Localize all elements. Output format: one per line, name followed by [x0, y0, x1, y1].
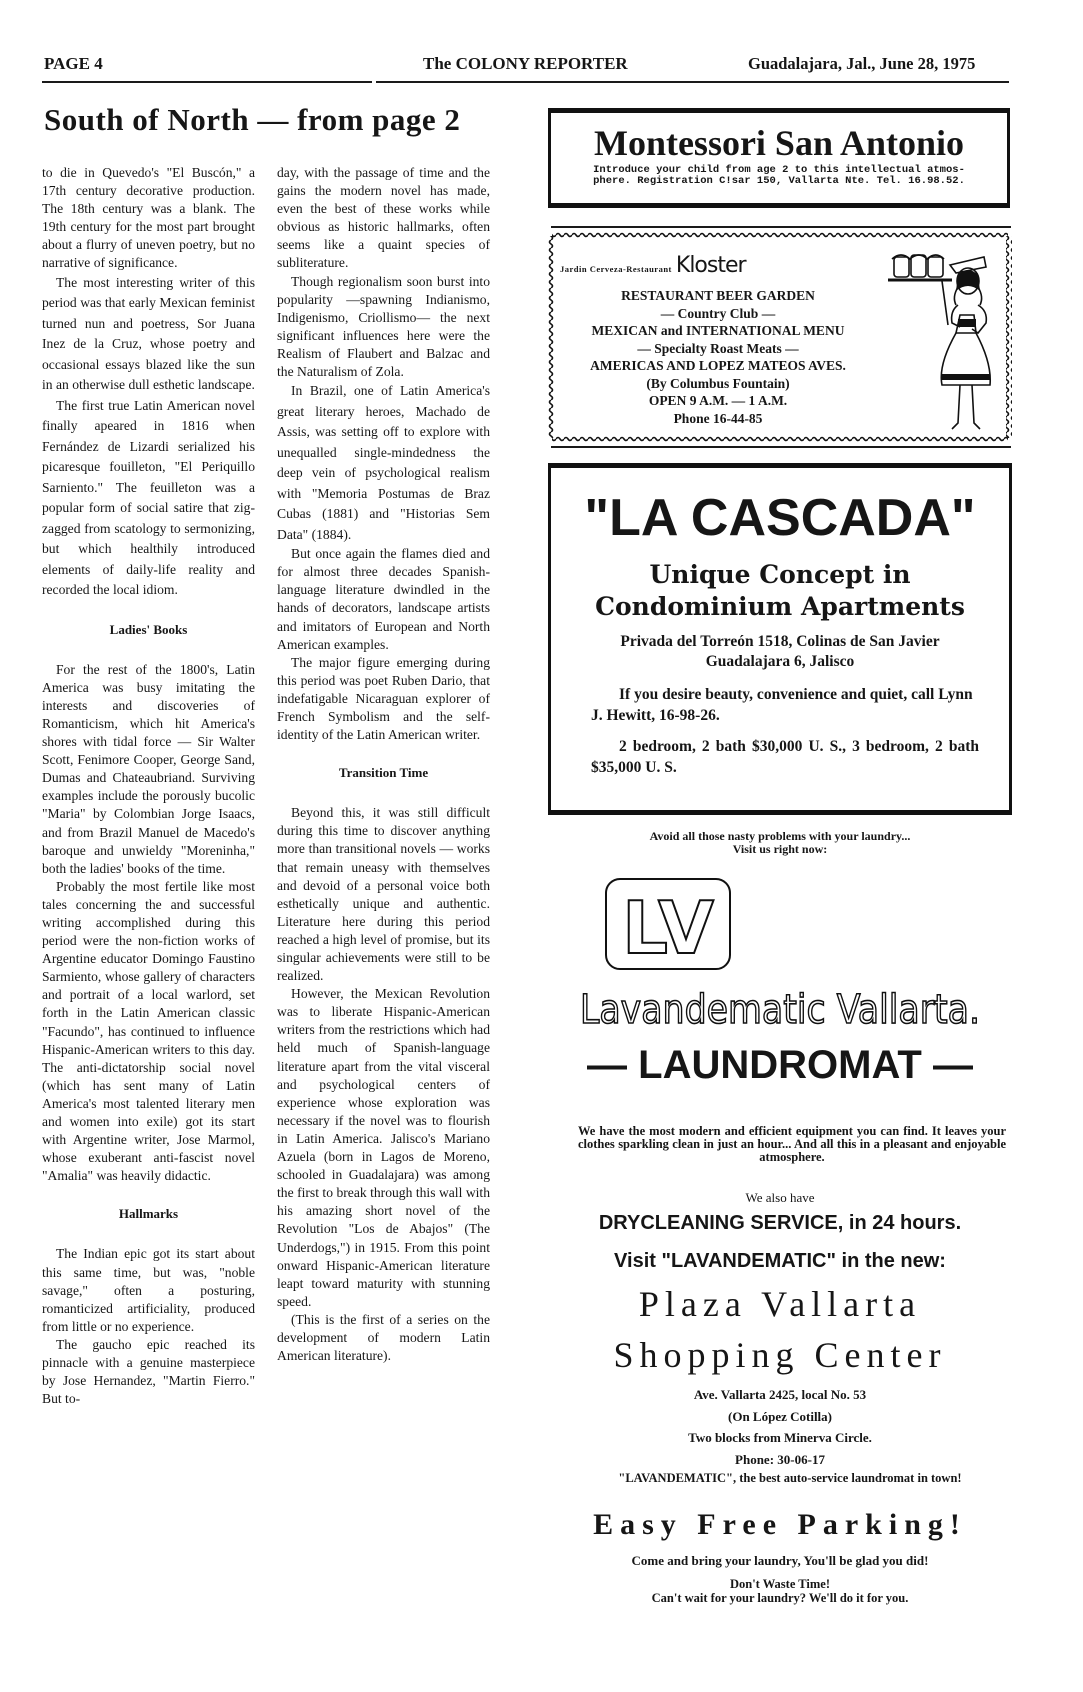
laundromat-title	[560, 1040, 1000, 1090]
lavandematic-logo	[570, 875, 990, 1035]
montessori-line: phere. Registration C!sar 150, Vallarta Nte. Tel. 16.98.52.	[593, 175, 965, 187]
address-line: Ave. Vallarta 2425, local No. 53	[693, 1387, 867, 1402]
paragraph: The gaucho epic reached its pinnacle with a genuine masterpiece by Jose Hernandez, "Martin Fierro." But to-	[42, 1336, 255, 1407]
kloster-logo: Kloster	[675, 253, 746, 278]
cascada-prices: 2 bedroom, 2 bath $30,000 U. S., 3 bedroom, 2 bath $35,000 U. S.	[591, 738, 979, 776]
cascada-address: Guadalajara 6, Jalisco	[705, 653, 855, 670]
kloster-line: OPEN 9 A.M. — 1 A.M.	[648, 393, 788, 408]
paragraph: Probably the most fertile like most tales concerning the and successful writing accomplished during this period were the non-fiction works of Argentine educator Domingo Faustino Sarmiento, whose gallery of characters and portrait of a local warlord, set forth in the Latin American classic "Facundo", has continued to influence Hispanic-American writers to this day. The anti-dictatorship social novel (which has sent many of Latin America's most talented literary men and women into exile) got its start with Argentine writer, Jose Marmol, whose exuberant anti-fascist novel "Amalia" was heavily didactic.	[42, 878, 255, 1184]
drycleaning: DRYCLEANING SERVICE, in 24 hours.	[598, 1212, 962, 1234]
newspaper-name: The COLONY REPORTER	[423, 54, 628, 73]
paragraph: The first true Latin American novel finally apeared in 1816 when Fernández de Lizardi serialized his picaresque fouilleton, "El Periquillo Sarniento." The feuilleton was a popular form of social satire that zig-zagged from scatology to sermonizing, but which healthily introduced elements of daily-life reality and recorded the local idiom.	[42, 397, 255, 598]
paragraph: Beyond this, it was still difficult during this time to discover anything more than transitional novels — works that remain uneasy with themselves and devoid of a personal voice both esthetically unique and authentic. Literature here during this period reached a high level of promise, but its singular achievements were still to be realized.	[277, 805, 490, 984]
shopping-center: Shopping Center	[613, 1335, 947, 1375]
dash-icon: —	[587, 1043, 639, 1087]
laundry-also: We also have	[745, 1190, 815, 1205]
article-column-2	[277, 164, 490, 1365]
paragraph: The major figure emerging during this period was poet Ruben Dario, that indefatigable Nicaraguan explorer of French Symbolism and the self-identity of the Latin American writer.	[277, 654, 490, 743]
paragraph: day, with the passage of time and the gains the modern novel has made, even the best of these works while obvious as historic hallmarks, often seems like a quaint species of subliterature.	[277, 165, 490, 271]
kloster-prefix: Jardin Cerveza-Restaurant	[560, 264, 672, 274]
address-line: (On López Cotilla)	[728, 1408, 832, 1424]
subheading: Transition Time	[338, 765, 429, 781]
kloster-line: — Country Club —	[660, 305, 776, 321]
subheading: Ladies' Books	[109, 621, 188, 637]
easy-free-parking: Easy Free Parking!	[593, 1508, 967, 1541]
dash-icon: —	[921, 1043, 973, 1087]
paragraph: But once again the flames died and for almost three decades Spanish-language literature dwindled in the hands of decorators, landscape artists and imitators of European and North American examples.	[277, 546, 490, 652]
logo-mark: LV	[622, 886, 714, 970]
laundry-closing	[560, 1577, 1000, 1605]
paragraph: The most interesting writer of this period was that early Mexican feminist turned nun and poetress, Sor Juana Inez de la Cruz, whose poetry and occasional essays blazed like the sun in an otherwise dull esthetic landscape.	[42, 274, 255, 393]
laundry-description: We have the most modern and efficient equipment you can find. It leaves your clothes sparkling clean in just an hour... And all this in a pleasant and enjoyable atmosphere.	[578, 1124, 1006, 1164]
cascada-title: "LA CASCADA"	[584, 489, 976, 547]
logo-text: Lavandematic Vallarta.	[580, 987, 980, 1033]
masthead-rule	[42, 81, 372, 83]
plaza-vallarta: Plaza Vallarta	[638, 1284, 922, 1324]
divider	[551, 446, 1011, 448]
laundry-address	[560, 1384, 1000, 1470]
montessori-line: Introduce your child from age 2 to this intellectual atmos-	[593, 164, 965, 176]
kloster-line: — Specialty Roast Meats —	[637, 340, 799, 356]
divider	[551, 226, 1011, 228]
paragraph: to die in Quevedo's "El Buscón," a 17th century decorative production. The 18th century was a blank. The 19th century for the most part brought about a flurry of uneven poetry, but no narrative of significance.	[42, 165, 255, 271]
laundry-best: "LAVANDEMATIC", the best auto-service laundromat in town!	[618, 1471, 962, 1485]
paragraph: However, the Mexican Revolution was to liberate Hispanic-American writers from the restrictions which had held much of Spanish-language literature apart from the vital visceral and psychological centers of experience whose exploration was necessary if the novel was to flourish in Latin America. Jalisco's Mariano Azuela (born in Lagos de Moreno, schooled in Guadalajara) was among the first to break through this wall with his amazing short novel of the Revolution "Los de Abajos" (The Underdogs,") in 1915. From this point onward Hispanic-American literature leapt toward maturity with stunning speed.	[277, 986, 490, 1309]
kloster-line: AMERICAS AND LOPEZ MATEOS AVES.	[590, 358, 846, 373]
laundry-intro-line: Avoid all those nasty problems with your laundry...	[649, 829, 911, 843]
laundromat-title-text: LAUNDROMAT	[638, 1043, 922, 1087]
waitress-illustration	[886, 245, 1006, 435]
paragraph: For the rest of the 1800's, Latin America was busy imitating the interests and discoveries of Romanticism, which hit America's shores with tidal force — Sir Walter Scott, Fenimore Cooper, George Sand, Dumas and Chateaubriand. Surviving examples include the porously bucolic "Maria" by Colombian Jorge Isaacs, and from Brazil Manuel de Macedo's baroque and unwieldy "Moreninha," both the ladies' books of the time.	[42, 661, 255, 876]
kloster-line: Phone 16-44-85	[673, 410, 763, 426]
closing-line: Don't Waste Time!	[729, 1577, 830, 1591]
paragraph: The Indian epic got its start about this same time, but was, "noble savage," often a posturing, romanticized artificiality, produced from little or no experience.	[42, 1246, 255, 1334]
cascada-contact: If you desire beauty, convenience and quiet, call Lynn J. Hewitt, 16-98-26.	[591, 686, 973, 724]
cascada-subtitle: Condominium Apartments	[595, 592, 965, 621]
subheading: Hallmarks	[118, 1206, 179, 1222]
dateline: Guadalajara, Jal., June 28, 1975	[748, 54, 976, 73]
paragraph: (This is the first of a series on the development of modern Latin American literature).	[277, 1311, 490, 1364]
article-column-1	[42, 164, 255, 1408]
kloster-details	[558, 287, 878, 427]
kloster-brand	[560, 253, 746, 278]
laundry-intro	[560, 830, 1000, 856]
cascada-subtitle: Unique Concept in	[649, 560, 911, 589]
address-line: Two blocks from Minerva Circle.	[688, 1430, 872, 1445]
masthead-rule	[376, 81, 1009, 83]
paragraph: Though regionalism soon burst into popularity —spawning Indianismo, Indigenismo, Criollismo— the next significant influences here were the Realism of Flaubert and Balzac and the Naturalism of Zola.	[277, 273, 490, 380]
laundry-phone: Phone: 30-06-17	[735, 1451, 825, 1467]
laundry-come: Come and bring your laundry, You'll be glad you did!	[631, 1553, 929, 1568]
kloster-line: RESTAURANT BEER GARDEN	[621, 288, 815, 303]
paragraph: In Brazil, one of Latin America's great literary heroes, Machado de Assis, was setting off to explore with unequalled single-mindedness the deep vein of psychological realism with "Memoria Postumas de Braz Cubas (1881) and "Historias Sem Data" (1884).	[277, 383, 490, 542]
article-headline: South of North — from page 2	[44, 102, 461, 137]
laundry-intro-line: Visit us right now:	[732, 842, 828, 856]
cascada-address: Privada del Torreón 1518, Colinas de San Javier	[620, 633, 940, 650]
la-cascada-ad	[548, 463, 1012, 815]
closing-line: Can't wait for your laundry? We'll do it for you.	[651, 1591, 909, 1605]
montessori-ad	[548, 108, 1010, 208]
visit-line: Visit "LAVANDEMATIC" in the new:	[614, 1250, 946, 1272]
kloster-line: MEXICAN and INTERNATIONAL MENU	[591, 323, 845, 338]
montessori-title: Montessori San Antonio	[593, 123, 965, 163]
kloster-line: (By Columbus Fountain)	[646, 375, 790, 391]
page-number: PAGE 4	[44, 54, 103, 73]
